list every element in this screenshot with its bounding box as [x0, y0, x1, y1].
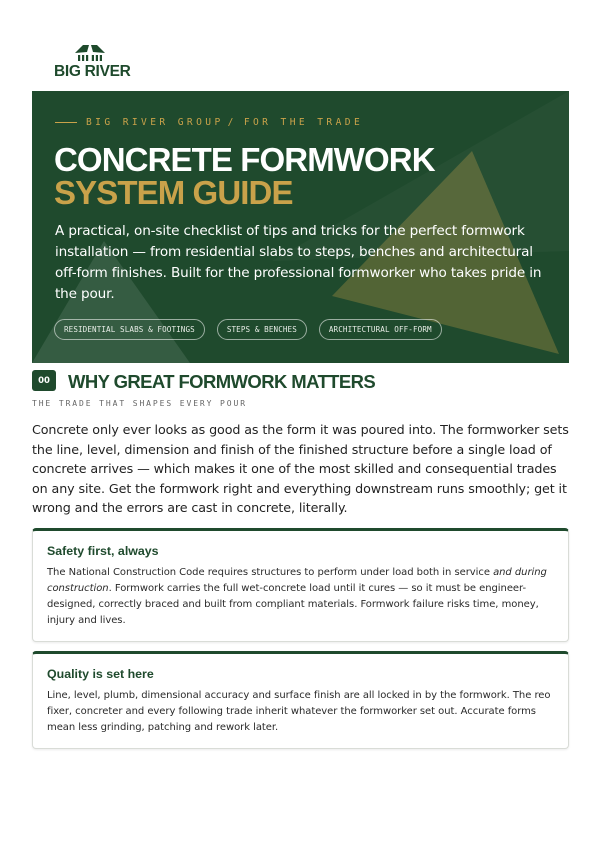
brand-logo: [54, 44, 134, 80]
hero-description: A practical, on-site checklist of tips and tricks for the perfect formwork installation — from residential slabs to steps, benches and architectural off-form finishes. Built for the professional formworker who takes pride in the pour.: [55, 223, 542, 302]
hero-title-line1: CONCRETE FORMWORK: [54, 141, 435, 178]
eyebrow-separator: /: [227, 116, 237, 128]
section-subtitle: THE TRADE THAT SHAPES EVERY POUR: [32, 399, 247, 408]
logo-wordmark: BIG RIVER: [54, 63, 131, 80]
hero-eyebrow: [55, 116, 363, 128]
section-intro: Concrete only ever looks as good as the form it was poured into. The formworker sets the line, level, dimension and finish of the finished structure before a single load of concrete arrives — which makes it one of the most skilled and consequential trades on any site. Get the formwork right and everything downstream runs smoothly; get it wrong and the errors are cast in concrete, literally.: [32, 422, 569, 515]
ribbed-wing-icon: [74, 44, 106, 62]
card-title: Safety first, always: [47, 544, 159, 558]
eyebrow-group: BIG RIVER GROUP: [86, 116, 224, 128]
card-body-text: The National Construction Code requires structures to perform under load both in service: [47, 567, 494, 578]
hero-tags: [54, 319, 442, 340]
tag-residential-slabs: RESIDENTIAL SLABS & FOOTINGS: [54, 319, 205, 340]
card-quality-set-here: [32, 651, 569, 749]
card-body: [47, 565, 557, 629]
card-body-emphasis: and during construction: [47, 567, 547, 594]
hero-title-line2: SYSTEM GUIDE: [54, 174, 293, 211]
eyebrow-trade: FOR THE TRADE: [243, 116, 364, 128]
tag-steps-benches: STEPS & BENCHES: [217, 319, 307, 340]
hero-banner: [32, 91, 569, 363]
section-title: WHY GREAT FORMWORK MATTERS: [68, 371, 376, 392]
card-body: Line, level, plumb, dimensional accuracy and surface finish are all locked in by the formwork. The reo fixer, concreter and every following trade inherit whatever the formworker set out. Accurate forms mean less grinding, patching and rework later.: [47, 690, 551, 733]
card-safety-first: [32, 528, 569, 642]
eyebrow-rule: [55, 122, 77, 123]
tag-architectural-off-form: ARCHITECTURAL OFF-FORM: [319, 319, 442, 340]
card-body-text: . Formwork carries the full wet-concrete load until it cures — so it must be engineer-designed, correctly braced and built from compliant materials. Formwork failure risks time, money, injury and lives.: [47, 583, 539, 626]
section-number-badge: 00: [32, 370, 56, 391]
card-title: Quality is set here: [47, 667, 154, 681]
